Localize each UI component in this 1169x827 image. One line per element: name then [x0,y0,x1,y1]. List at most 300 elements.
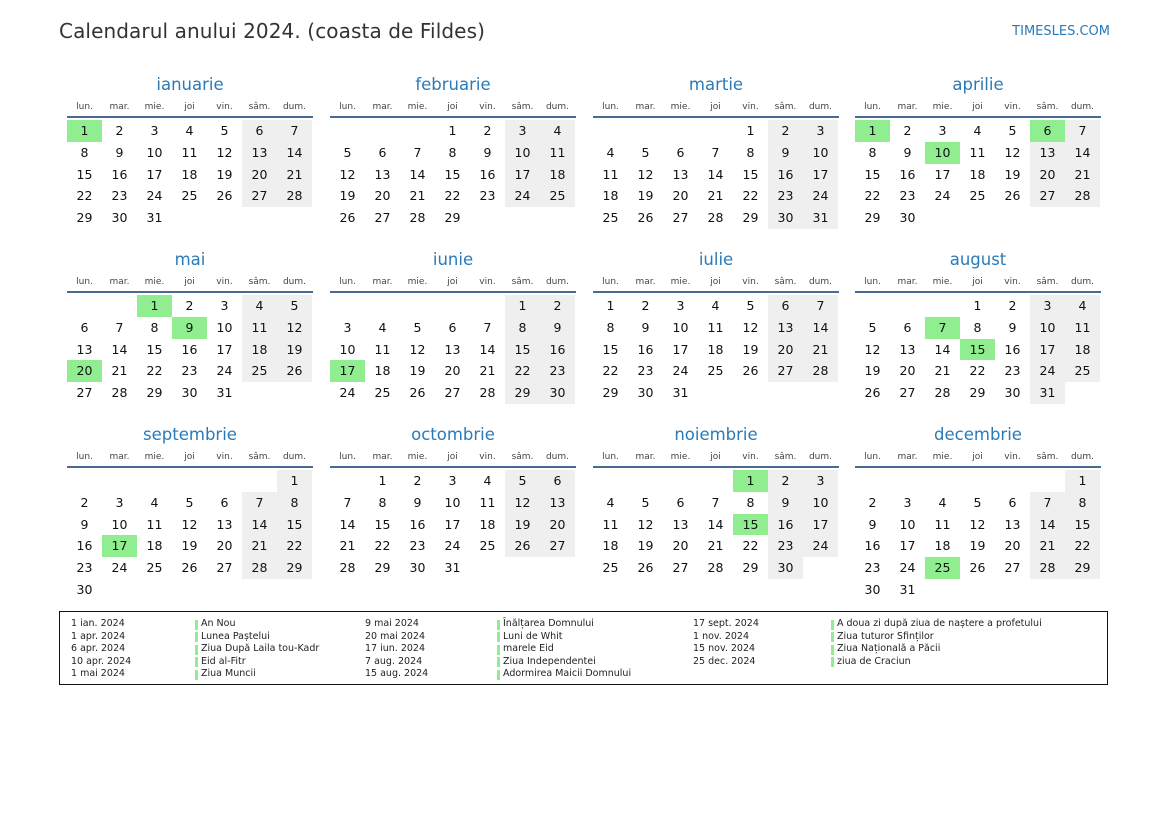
day-cell[interactable]: 19 [409,363,426,379]
day-cell[interactable]: 26 [339,210,356,226]
day-cell[interactable]: 4 [711,298,720,313]
day-cell[interactable]: 26 [742,363,759,379]
day-cell[interactable]: 27 [242,185,277,207]
day-cell[interactable]: 20 [1030,164,1065,186]
day-cell[interactable]: 31 [899,581,916,597]
day-cell[interactable]: 29 [505,382,540,404]
day-cell[interactable]: 17 [803,514,838,536]
day-cell[interactable]: 23 [76,560,93,576]
day-cell[interactable]: 13 [242,142,277,164]
day-cell[interactable]: 22 [602,363,619,379]
day-cell[interactable]: 30 [540,382,575,404]
day-cell[interactable]: 27 [768,360,803,382]
day-cell[interactable]: 29 [742,560,759,576]
day-cell[interactable]: 31 [803,207,838,229]
day-cell[interactable]: 14 [277,142,312,164]
day-cell[interactable]: 31 [1030,382,1065,404]
day-cell[interactable]: 11 [1065,317,1100,339]
day-cell[interactable]: 23 [409,538,426,554]
day-cell[interactable]: 14 [479,341,496,357]
day-cell[interactable]: 1 [606,298,615,313]
day-cell[interactable]: 1 [378,473,387,488]
day-cell[interactable]: 19 [505,514,540,536]
day-cell[interactable]: 2 [903,123,912,138]
day-cell[interactable]: 29 [277,557,312,579]
day-cell[interactable]: 3 [803,120,838,142]
holiday-day-cell[interactable]: 20 [67,360,102,382]
day-cell[interactable]: 21 [111,363,128,379]
day-cell[interactable]: 22 [444,188,461,204]
day-cell[interactable]: 8 [868,144,877,160]
day-cell[interactable]: 10 [672,319,689,335]
day-cell[interactable]: 5 [641,494,650,510]
day-cell[interactable]: 7 [711,144,720,160]
day-cell[interactable]: 25 [374,385,391,401]
day-cell[interactable]: 6 [768,295,803,317]
day-cell[interactable]: 28 [934,385,951,401]
day-cell[interactable]: 24 [899,560,916,576]
day-cell[interactable]: 6 [676,494,685,510]
day-cell[interactable]: 6 [903,319,912,335]
day-cell[interactable]: 28 [707,210,724,226]
day-cell[interactable]: 2 [768,470,803,492]
day-cell[interactable]: 30 [1004,385,1021,401]
day-cell[interactable]: 11 [181,144,198,160]
day-cell[interactable]: 30 [768,557,803,579]
day-cell[interactable]: 6 [242,120,277,142]
day-cell[interactable]: 21 [1065,164,1100,186]
day-cell[interactable]: 13 [672,166,689,182]
day-cell[interactable]: 20 [672,538,689,554]
day-cell[interactable]: 11 [602,166,619,182]
day-cell[interactable]: 17 [444,516,461,532]
day-cell[interactable]: 9 [903,144,912,160]
day-cell[interactable]: 3 [505,120,540,142]
day-cell[interactable]: 5 [973,494,982,510]
day-cell[interactable]: 25 [146,560,163,576]
day-cell[interactable]: 4 [540,120,575,142]
day-cell[interactable]: 13 [899,341,916,357]
day-cell[interactable]: 29 [374,560,391,576]
day-cell[interactable]: 25 [540,185,575,207]
day-cell[interactable]: 2 [80,494,89,510]
day-cell[interactable]: 5 [413,319,422,335]
day-cell[interactable]: 13 [540,492,575,514]
day-cell[interactable]: 27 [672,210,689,226]
day-cell[interactable]: 15 [505,339,540,361]
day-cell[interactable]: 4 [378,319,387,335]
day-cell[interactable]: 24 [803,535,838,557]
day-cell[interactable]: 21 [934,363,951,379]
day-cell[interactable]: 10 [1030,317,1065,339]
holiday-day-cell[interactable]: 25 [925,557,960,579]
day-cell[interactable]: 16 [899,166,916,182]
day-cell[interactable]: 15 [146,341,163,357]
day-cell[interactable]: 15 [864,166,881,182]
day-cell[interactable]: 20 [540,514,575,536]
day-cell[interactable]: 25 [181,188,198,204]
day-cell[interactable]: 13 [444,341,461,357]
holiday-day-cell[interactable]: 1 [733,470,768,492]
day-cell[interactable]: 4 [150,494,159,510]
day-cell[interactable]: 4 [483,473,492,488]
day-cell[interactable]: 26 [969,560,986,576]
day-cell[interactable]: 31 [444,560,461,576]
day-cell[interactable]: 23 [479,188,496,204]
day-cell[interactable]: 20 [1004,538,1021,554]
day-cell[interactable]: 24 [111,560,128,576]
day-cell[interactable]: 6 [80,319,89,335]
day-cell[interactable]: 23 [899,188,916,204]
day-cell[interactable]: 17 [934,166,951,182]
day-cell[interactable]: 19 [864,363,881,379]
day-cell[interactable]: 23 [111,188,128,204]
day-cell[interactable]: 15 [277,514,312,536]
day-cell[interactable]: 1 [1065,470,1100,492]
day-cell[interactable]: 5 [185,494,194,510]
day-cell[interactable]: 29 [969,385,986,401]
day-cell[interactable]: 28 [1065,185,1100,207]
day-cell[interactable]: 10 [803,492,838,514]
day-cell[interactable]: 3 [903,494,912,510]
day-cell[interactable]: 8 [973,319,982,335]
day-cell[interactable]: 31 [216,385,233,401]
day-cell[interactable]: 8 [378,494,387,510]
day-cell[interactable]: 10 [146,144,163,160]
day-cell[interactable]: 27 [374,210,391,226]
day-cell[interactable]: 21 [339,538,356,554]
day-cell[interactable]: 7 [803,295,838,317]
day-cell[interactable]: 10 [216,319,233,335]
day-cell[interactable]: 25 [707,363,724,379]
day-cell[interactable]: 31 [146,210,163,226]
day-cell[interactable]: 22 [374,538,391,554]
day-cell[interactable]: 21 [242,535,277,557]
day-cell[interactable]: 21 [409,188,426,204]
day-cell[interactable]: 11 [540,142,575,164]
day-cell[interactable]: 27 [540,535,575,557]
day-cell[interactable]: 20 [899,363,916,379]
day-cell[interactable]: 2 [768,120,803,142]
day-cell[interactable]: 12 [637,516,654,532]
day-cell[interactable]: 26 [637,210,654,226]
day-cell[interactable]: 2 [413,473,422,488]
day-cell[interactable]: 13 [76,341,93,357]
day-cell[interactable]: 7 [413,144,422,160]
day-cell[interactable]: 16 [1004,341,1021,357]
day-cell[interactable]: 22 [969,363,986,379]
day-cell[interactable]: 17 [899,538,916,554]
day-cell[interactable]: 22 [277,535,312,557]
day-cell[interactable]: 19 [969,538,986,554]
day-cell[interactable]: 24 [1030,360,1065,382]
day-cell[interactable]: 27 [76,385,93,401]
day-cell[interactable]: 9 [768,492,803,514]
day-cell[interactable]: 14 [242,514,277,536]
holiday-day-cell[interactable]: 6 [1030,120,1065,142]
day-cell[interactable]: 18 [602,538,619,554]
day-cell[interactable]: 13 [1004,516,1021,532]
day-cell[interactable]: 13 [216,516,233,532]
day-cell[interactable]: 18 [934,538,951,554]
day-cell[interactable]: 10 [339,341,356,357]
day-cell[interactable]: 6 [378,144,387,160]
day-cell[interactable]: 3 [343,319,352,335]
day-cell[interactable]: 26 [637,560,654,576]
day-cell[interactable]: 16 [479,166,496,182]
day-cell[interactable]: 17 [146,166,163,182]
day-cell[interactable]: 12 [742,319,759,335]
day-cell[interactable]: 30 [899,210,916,226]
day-cell[interactable]: 23 [540,360,575,382]
day-cell[interactable]: 20 [374,188,391,204]
day-cell[interactable]: 2 [483,123,492,138]
day-cell[interactable]: 13 [1030,142,1065,164]
day-cell[interactable]: 15 [742,166,759,182]
holiday-day-cell[interactable]: 17 [102,535,137,557]
day-cell[interactable]: 18 [540,164,575,186]
day-cell[interactable]: 2 [641,298,650,313]
day-cell[interactable]: 16 [181,341,198,357]
day-cell[interactable]: 16 [768,164,803,186]
day-cell[interactable]: 11 [146,516,163,532]
day-cell[interactable]: 29 [602,385,619,401]
day-cell[interactable]: 9 [413,494,422,510]
day-cell[interactable]: 9 [483,144,492,160]
day-cell[interactable]: 18 [602,188,619,204]
day-cell[interactable]: 4 [938,494,947,510]
day-cell[interactable]: 22 [1065,535,1100,557]
day-cell[interactable]: 4 [1065,295,1100,317]
day-cell[interactable]: 20 [768,339,803,361]
day-cell[interactable]: 27 [444,385,461,401]
day-cell[interactable]: 18 [242,339,277,361]
day-cell[interactable]: 16 [768,514,803,536]
day-cell[interactable]: 24 [934,188,951,204]
day-cell[interactable]: 5 [343,144,352,160]
day-cell[interactable]: 11 [707,319,724,335]
day-cell[interactable]: 20 [672,188,689,204]
day-cell[interactable]: 8 [746,494,755,510]
day-cell[interactable]: 29 [864,210,881,226]
day-cell[interactable]: 16 [540,339,575,361]
day-cell[interactable]: 9 [768,142,803,164]
day-cell[interactable]: 11 [374,341,391,357]
day-cell[interactable]: 20 [444,363,461,379]
day-cell[interactable]: 21 [803,339,838,361]
day-cell[interactable]: 6 [540,470,575,492]
day-cell[interactable]: 16 [76,538,93,554]
day-cell[interactable]: 12 [969,516,986,532]
day-cell[interactable]: 27 [672,560,689,576]
day-cell[interactable]: 27 [1004,560,1021,576]
day-cell[interactable]: 8 [448,144,457,160]
holiday-day-cell[interactable]: 15 [733,514,768,536]
day-cell[interactable]: 30 [768,207,803,229]
day-cell[interactable]: 2 [540,295,575,317]
day-cell[interactable]: 9 [540,317,575,339]
day-cell[interactable]: 25 [479,538,496,554]
day-cell[interactable]: 8 [746,144,755,160]
day-cell[interactable]: 13 [768,317,803,339]
day-cell[interactable]: 11 [969,144,986,160]
day-cell[interactable]: 4 [242,295,277,317]
day-cell[interactable]: 23 [768,535,803,557]
day-cell[interactable]: 5 [868,319,877,335]
day-cell[interactable]: 28 [111,385,128,401]
day-cell[interactable]: 21 [277,164,312,186]
holiday-day-cell[interactable]: 7 [925,317,960,339]
day-cell[interactable]: 20 [242,164,277,186]
day-cell[interactable]: 22 [76,188,93,204]
day-cell[interactable]: 16 [864,538,881,554]
day-cell[interactable]: 11 [934,516,951,532]
day-cell[interactable]: 8 [606,319,615,335]
day-cell[interactable]: 24 [216,363,233,379]
day-cell[interactable]: 23 [768,185,803,207]
day-cell[interactable]: 28 [277,185,312,207]
holiday-day-cell[interactable]: 10 [925,142,960,164]
day-cell[interactable]: 29 [742,210,759,226]
day-cell[interactable]: 14 [339,516,356,532]
day-cell[interactable]: 16 [111,166,128,182]
day-cell[interactable]: 19 [1004,166,1021,182]
day-cell[interactable]: 2 [115,123,124,138]
day-cell[interactable]: 14 [111,341,128,357]
day-cell[interactable]: 12 [864,341,881,357]
day-cell[interactable]: 12 [339,166,356,182]
day-cell[interactable]: 3 [803,470,838,492]
day-cell[interactable]: 5 [641,144,650,160]
day-cell[interactable]: 17 [505,164,540,186]
day-cell[interactable]: 19 [216,166,233,182]
day-cell[interactable]: 14 [409,166,426,182]
day-cell[interactable]: 20 [216,538,233,554]
day-cell[interactable]: 8 [150,319,159,335]
day-cell[interactable]: 11 [602,516,619,532]
day-cell[interactable]: 28 [409,210,426,226]
day-cell[interactable]: 7 [242,492,277,514]
day-cell[interactable]: 18 [1065,339,1100,361]
day-cell[interactable]: 25 [969,188,986,204]
day-cell[interactable]: 12 [637,166,654,182]
day-cell[interactable]: 18 [969,166,986,182]
day-cell[interactable]: 11 [479,494,496,510]
day-cell[interactable]: 10 [444,494,461,510]
day-cell[interactable]: 4 [185,123,194,138]
day-cell[interactable]: 6 [1008,494,1017,510]
day-cell[interactable]: 27 [899,385,916,401]
day-cell[interactable]: 24 [146,188,163,204]
day-cell[interactable]: 26 [1004,188,1021,204]
day-cell[interactable]: 17 [803,164,838,186]
day-cell[interactable]: 3 [938,123,947,138]
day-cell[interactable]: 31 [672,385,689,401]
day-cell[interactable]: 28 [803,360,838,382]
day-cell[interactable]: 25 [602,560,619,576]
day-cell[interactable]: 19 [181,538,198,554]
day-cell[interactable]: 1 [746,123,755,138]
day-cell[interactable]: 10 [111,516,128,532]
day-cell[interactable]: 28 [707,560,724,576]
day-cell[interactable]: 10 [899,516,916,532]
holiday-day-cell[interactable]: 15 [960,339,995,361]
day-cell[interactable]: 17 [1030,339,1065,361]
day-cell[interactable]: 14 [1030,514,1065,536]
day-cell[interactable]: 8 [1065,492,1100,514]
day-cell[interactable]: 12 [181,516,198,532]
day-cell[interactable]: 7 [483,319,492,335]
day-cell[interactable]: 30 [111,210,128,226]
day-cell[interactable]: 28 [479,385,496,401]
day-cell[interactable]: 5 [746,298,755,313]
day-cell[interactable]: 7 [711,494,720,510]
day-cell[interactable]: 28 [242,557,277,579]
day-cell[interactable]: 3 [220,298,229,313]
day-cell[interactable]: 22 [742,538,759,554]
day-cell[interactable]: 23 [637,363,654,379]
day-cell[interactable]: 19 [339,188,356,204]
day-cell[interactable]: 10 [505,142,540,164]
holiday-day-cell[interactable]: 1 [67,120,102,142]
day-cell[interactable]: 1 [505,295,540,317]
day-cell[interactable]: 2 [868,494,877,510]
day-cell[interactable]: 29 [1065,557,1100,579]
holiday-day-cell[interactable]: 1 [137,295,172,317]
day-cell[interactable]: 14 [1065,142,1100,164]
day-cell[interactable]: 19 [637,538,654,554]
day-cell[interactable]: 10 [803,142,838,164]
day-cell[interactable]: 19 [637,188,654,204]
day-cell[interactable]: 9 [868,516,877,532]
day-cell[interactable]: 21 [1030,535,1065,557]
day-cell[interactable]: 26 [409,385,426,401]
day-cell[interactable]: 13 [374,166,391,182]
day-cell[interactable]: 16 [637,341,654,357]
day-cell[interactable]: 26 [505,535,540,557]
day-cell[interactable]: 6 [448,319,457,335]
day-cell[interactable]: 7 [115,319,124,335]
day-cell[interactable]: 18 [707,341,724,357]
day-cell[interactable]: 12 [277,317,312,339]
day-cell[interactable]: 27 [1030,185,1065,207]
day-cell[interactable]: 8 [277,492,312,514]
day-cell[interactable]: 9 [1008,319,1017,335]
day-cell[interactable]: 5 [220,123,229,138]
day-cell[interactable]: 3 [448,473,457,488]
day-cell[interactable]: 18 [479,516,496,532]
day-cell[interactable]: 3 [115,494,124,510]
day-cell[interactable]: 17 [216,341,233,357]
day-cell[interactable]: 22 [742,188,759,204]
day-cell[interactable]: 9 [641,319,650,335]
day-cell[interactable]: 9 [80,516,89,532]
holiday-day-cell[interactable]: 1 [855,120,890,142]
day-cell[interactable]: 30 [637,385,654,401]
day-cell[interactable]: 2 [185,298,194,313]
day-cell[interactable]: 13 [672,516,689,532]
day-cell[interactable]: 26 [181,560,198,576]
day-cell[interactable]: 21 [707,188,724,204]
day-cell[interactable]: 3 [1030,295,1065,317]
day-cell[interactable]: 30 [76,581,93,597]
day-cell[interactable]: 7 [1065,120,1100,142]
day-cell[interactable]: 25 [602,210,619,226]
day-cell[interactable]: 8 [80,144,89,160]
day-cell[interactable]: 26 [216,188,233,204]
day-cell[interactable]: 15 [76,166,93,182]
day-cell[interactable]: 25 [242,360,277,382]
